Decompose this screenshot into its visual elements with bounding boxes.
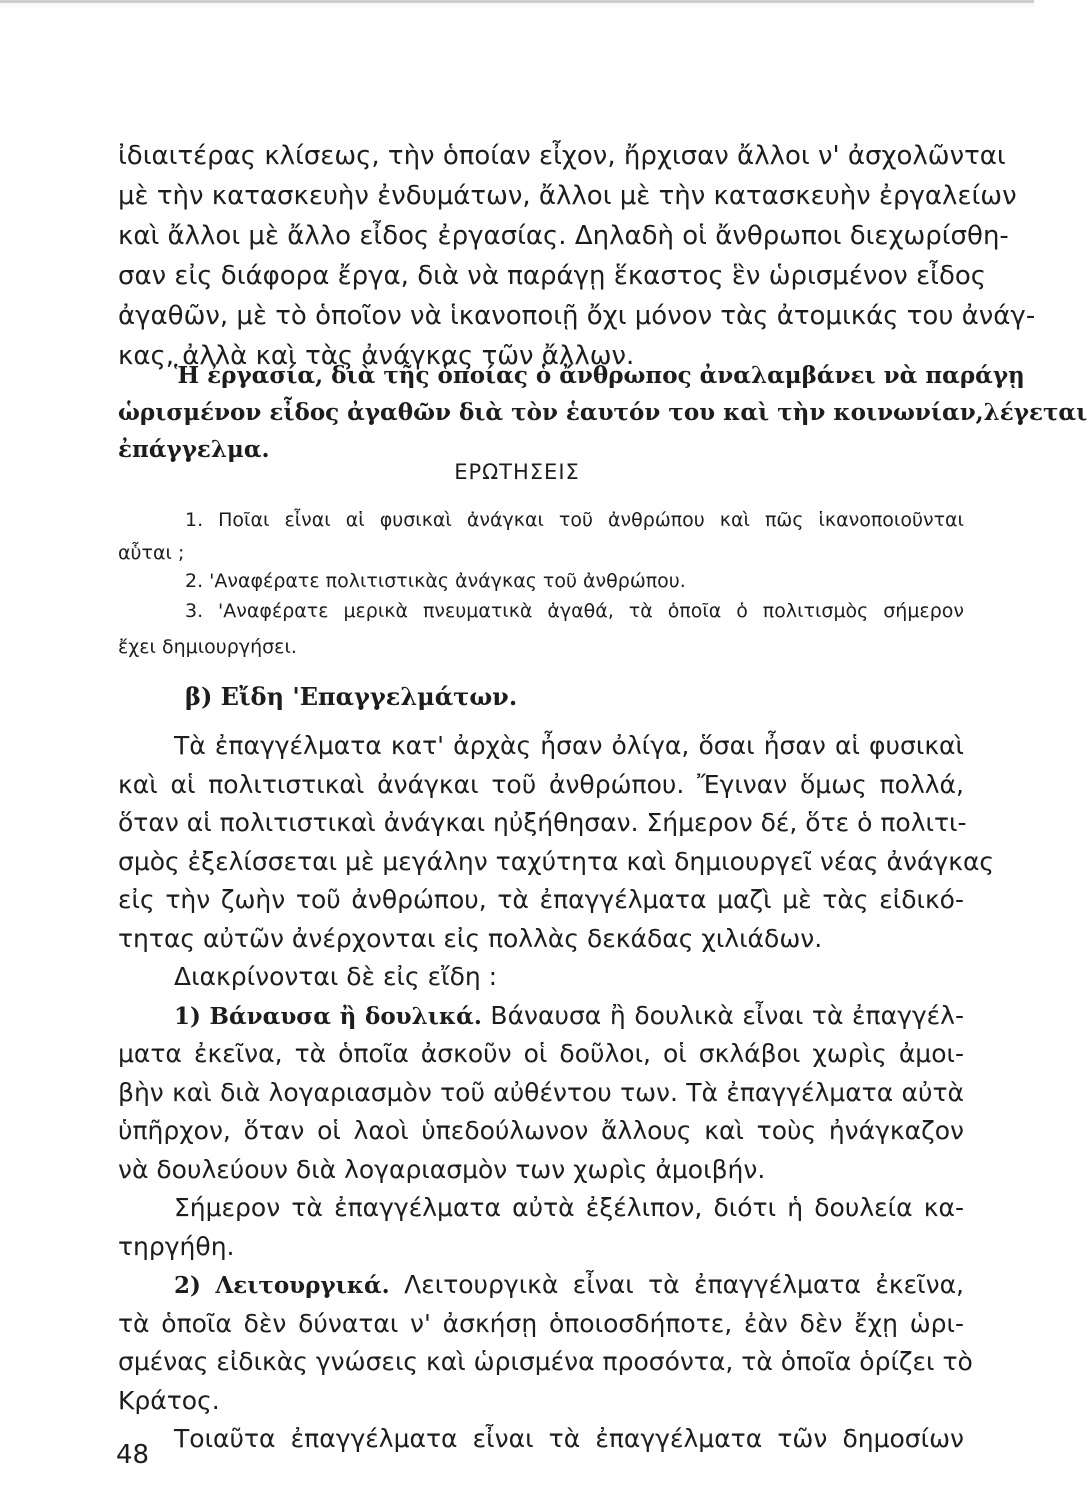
paragraph-types [118,727,995,1459]
text-line: καὶ αἱ πολιτιστικαὶ ἀνάγκαι τοῦ ἀνθρώπου. Ἔγιναν ὅμως πολλά, [118,769,964,799]
text-line: σμὸς ἐξελίσσεται μὲ μεγάλην ταχύτητα καὶ δημιουργεῖ νέας ἀνάγκας [118,846,995,876]
text-line: εἰς τὴν ζωὴν τοῦ ἀνθρώπου, τὰ ἐπαγγέλματα μαζὶ μὲ τὰς εἰδικό- [118,885,964,914]
section-title: β) Εἴδη 'Επαγγελμάτων. [185,682,518,711]
definition-line: ὡρισμένον εἶδος ἀγαθῶν διὰ τὸν ἑαυτόν του καὶ τὴν κοινωνίαν,λέγεται [118,399,1087,426]
page-number: 48 [116,1440,150,1470]
question-line: αὗται ; [118,542,185,564]
item-heading: 1) Βάναυσα ἢ δουλικά. [174,1002,482,1030]
text-line: ὅταν αἱ πολιτιστικαὶ ἀνάγκαι ηὐξήθησαν. Σήμερον δέ, ὅτε ὁ πολιτι- [118,808,967,837]
text-line: σαν εἰς διάφορα ἔργα, διὰ νὰ παράγῃ ἕκαστος ἓν ὡρισμένον εἶδος [118,261,987,291]
definition-line: ἐπάγγελμα. [118,436,270,463]
text-line: Τὰ ἐπαγγέλματα κατ' ἀρχὰς ἦσαν ὀλίγα, ὅσαι ἦσαν αἱ φυσικαὶ [174,731,964,760]
page-top-edge [0,0,1034,3]
text-line: τὰ ὁποῖα δὲν δύναται ν' ἀσκήσῃ ὁποιοσδήποτε, ἐὰν δὲν ἔχῃ ὡρι- [118,1308,964,1338]
text-line: ὑπῆρχον, ὅταν οἱ λαοὶ ὑπεδούλωνον ἄλλους καὶ τοὺς ἠνάγκαζον [118,1116,964,1145]
question-line: ἔχει δημιουργήσει. [118,636,297,658]
text-line: ἀγαθῶν, μὲ τὸ ὁποῖον νὰ ἱκανοποιῇ ὄχι μόνον τὰς ἀτομικάς του ἀνάγ- [118,301,1036,331]
text-line: Τοιαῦτα ἐπαγγέλματα εἶναι τὰ ἐπαγγέλματα τῶν δημοσίων [174,1424,964,1453]
question-line: 3. 'Αναφέρατε μερικὰ πνευματικὰ ἀγαθά, τὰ ὁποῖα ὁ πολιτισμὸς σήμερον [185,600,964,622]
item-text: Λειτουργικὰ εἶναι τὰ ἐπαγγέλματα ἐκεῖνα, [404,1270,965,1299]
question-line: 1. Ποῖαι εἶναι αἱ φυσικαὶ ἀνάγκαι τοῦ ἀνθρώπου καὶ πῶς ἱκανοποιοῦνται [185,509,964,531]
item-heading: 2) Λειτουργικά. [174,1272,390,1299]
text-line: Κράτος. [118,1385,220,1415]
item-heading-line [118,1266,964,1305]
text-line: καὶ ἄλλοι μὲ ἄλλο εἶδος ἐργασίας. Δηλαδὴ οἱ ἄνθρωποι διεχωρίσθη- [118,221,1009,251]
text-line: Σήμερον τὰ ἐπαγγέλματα αὐτὰ ἐξέλιπον, διότι ἡ δουλεία κα- [174,1193,964,1222]
questions-title: ΕΡΩΤΗΣΕΙΣ [454,460,580,484]
question-line: 2. 'Αναφέρατε πολιτιστικὰς ἀνάγκας τοῦ ἀνθρώπου. [185,570,686,592]
text-line: μὲ τὴν κατασκευὴν ἐνδυμάτων, ἄλλοι μὲ τὴν κατασκευὴν ἐργαλείων [118,181,1017,211]
item-text: Βάναυσα ἢ δουλικὰ εἶναι τὰ ἐπαγγέλ- [490,1000,964,1030]
definition-paragraph [118,357,1087,468]
definition-line: Ἡ ἐργασία, διὰ τῆς ὁποίας ὁ ἄνθρωπος ἀναλαμβάνει νὰ παράγῃ [174,362,1025,389]
item-heading-line [118,997,964,1036]
text-line: κας, ἀλλὰ καὶ τὰς ἀνάγκας τῶν ἄλλων. [118,341,635,371]
text-line: Διακρίνονται δὲ εἰς εἴδη : [174,962,498,991]
text-line: τητας αὐτῶν ἀνέρχονται εἰς πολλὰς δεκάδας χιλιάδων. [118,923,823,953]
text-line: βὴν καὶ διὰ λογαριασμὸν τοῦ αὐθέντου των. Τὰ ἐπαγγέλματα αὐτὰ [118,1077,964,1107]
text-line: σμένας εἰδικὰς γνώσεις καὶ ὡρισμένα προσόντα, τὰ ὁποῖα ὁρίζει τὸ [118,1347,973,1376]
text-line: ἰδιαιτέρας κλίσεως, τὴν ὁποίαν εἶχον, ἤρχισαν ἄλλοι ν' ἀσχολῶνται [118,141,1006,171]
text-line: ματα ἐκεῖνα, τὰ ὁποῖα ἀσκοῦν οἱ δοῦλοι, οἱ σκλάβοι χωρὶς ἀμοι- [118,1039,964,1068]
text-line: νὰ δουλεύουν διὰ λογαριασμὸν των χωρὶς ἀμοιβήν. [118,1154,766,1184]
text-line: τηργήθη. [118,1231,235,1261]
